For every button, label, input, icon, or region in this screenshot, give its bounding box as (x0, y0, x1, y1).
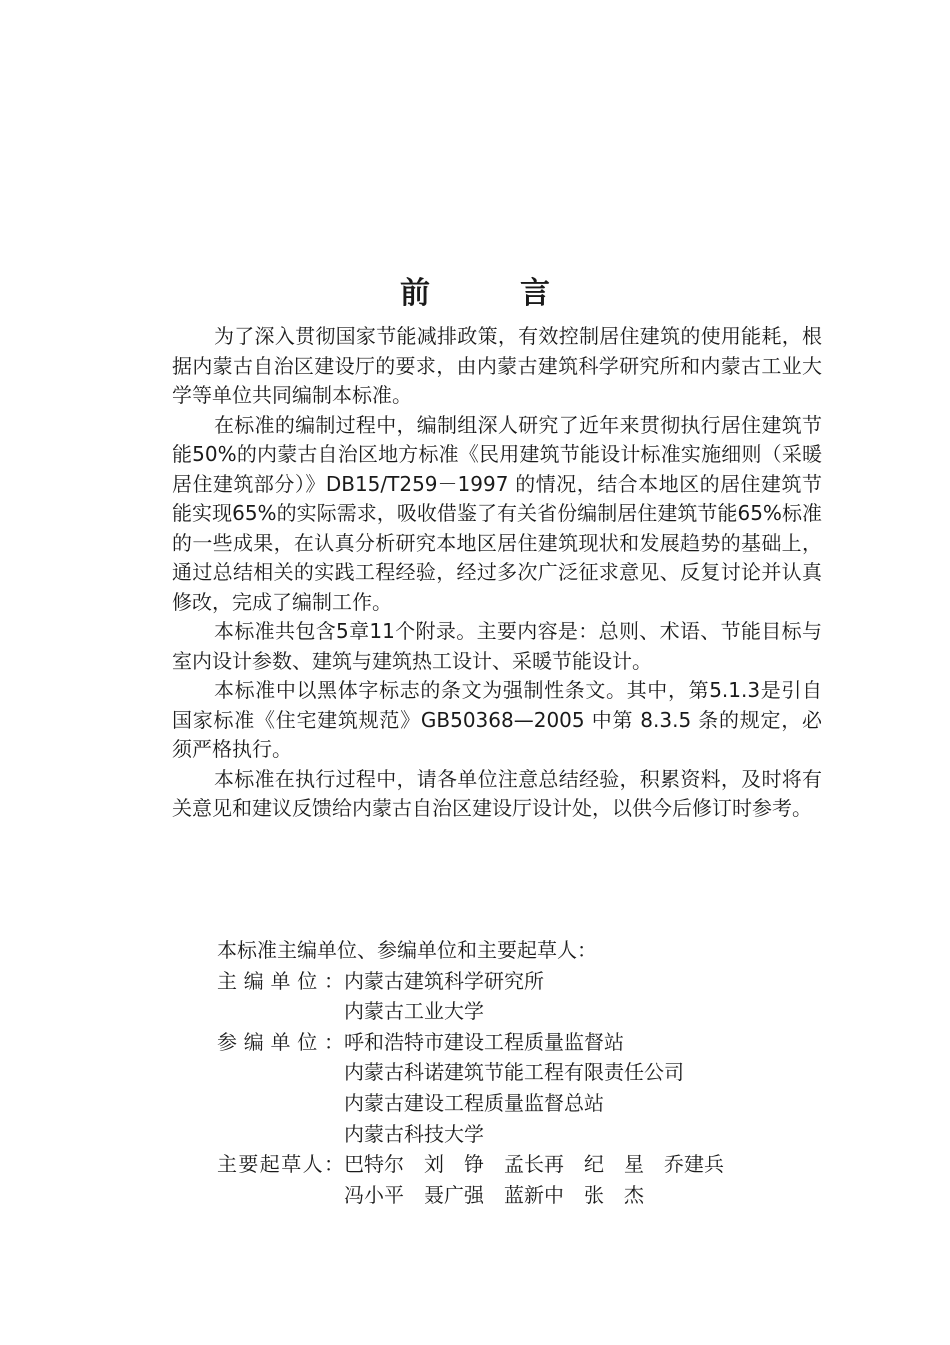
drafters-line-2: 冯小平 聂广强 蓝新中 张 杰 (344, 1182, 644, 1207)
chief-unit-1: 内蒙古建筑科学研究所 (344, 968, 544, 993)
paragraph-4: 本标准中以黑体字标志的条文为强制性条文。其中，第5.1.3是引自国家标准《住宅建筑规范》GB50368—2005 中第 8.3.5 条的规定，必须严格执行。 (172, 678, 822, 761)
participant-unit-row (217, 1027, 724, 1058)
paragraph-2: 在标准的编制过程中，编制组深人研究了近年来贯彻执行居住建筑节能50%的内蒙古自治区地方标准《民用建筑节能设计标准实施细则（采暖居住建筑部分）》DB15/T259－1997 的情况，结合本地区的居住建筑节能实现65%的实际需求，吸收借鉴了有关省份编制居住建筑节能65%标准的一些成果，在认真分析研究本地区居住建筑现状和发展趋势的基础上，通过总结相关的实践工程经验，经过多次广泛征求意见、反复讨论并认真修改，完成了编制工作。 (172, 412, 822, 614)
page-title (0, 268, 950, 312)
participant-unit-1: 呼和浩特市建设工程质量监督站 (344, 1029, 624, 1054)
participant-unit-2: 内蒙古科诺建筑节能工程有限责任公司 (344, 1060, 684, 1085)
drafters-line-1: 巴特尔 刘 铮 孟长再 纪 星 乔建兵 (344, 1152, 724, 1177)
participant-unit-3: 内蒙古建设工程质量监督总站 (344, 1090, 604, 1115)
drafters-row-2 (217, 1180, 724, 1211)
chief-unit-row (217, 966, 724, 997)
chief-unit-row-2 (217, 996, 724, 1027)
chief-unit-label: 主编单位： (217, 968, 344, 993)
drafters-label: 主要起草人： (217, 1152, 344, 1177)
participant-unit-label: 参编单位： (217, 1029, 344, 1054)
credits-intro (217, 935, 724, 966)
preface-body (172, 322, 822, 824)
participant-unit-row-4 (217, 1119, 724, 1150)
participant-unit-row-2 (217, 1057, 724, 1088)
paragraph-3: 本标准共包含5章11个附录。主要内容是：总则、术语、节能目标与室内设计参数、建筑与建筑热工设计、采暖节能设计。 (172, 619, 822, 673)
paragraph-1: 为了深入贯彻国家节能减排政策，有效控制居住建筑的使用能耗，根据内蒙古自治区建设厅的要求，由内蒙古建筑科学研究所和内蒙古工业大学等单位共同编制本标准。 (172, 324, 822, 407)
title-char-2: 言 (520, 276, 550, 311)
participant-unit-row-3 (217, 1088, 724, 1119)
paragraph-5: 本标准在执行过程中，请各单位注意总结经验，积累资料，及时将有关意见和建议反馈给内蒙古自治区建设厅设计处，以供今后修订时参考。 (172, 766, 822, 820)
chief-unit-2: 内蒙古工业大学 (344, 999, 484, 1024)
participant-unit-4: 内蒙古科技大学 (344, 1121, 484, 1146)
credits-intro-text: 本标准主编单位、参编单位和主要起草人： (217, 938, 597, 962)
credits-section (217, 935, 724, 1210)
title-char-1: 前 (400, 276, 430, 311)
drafters-row (217, 1149, 724, 1180)
